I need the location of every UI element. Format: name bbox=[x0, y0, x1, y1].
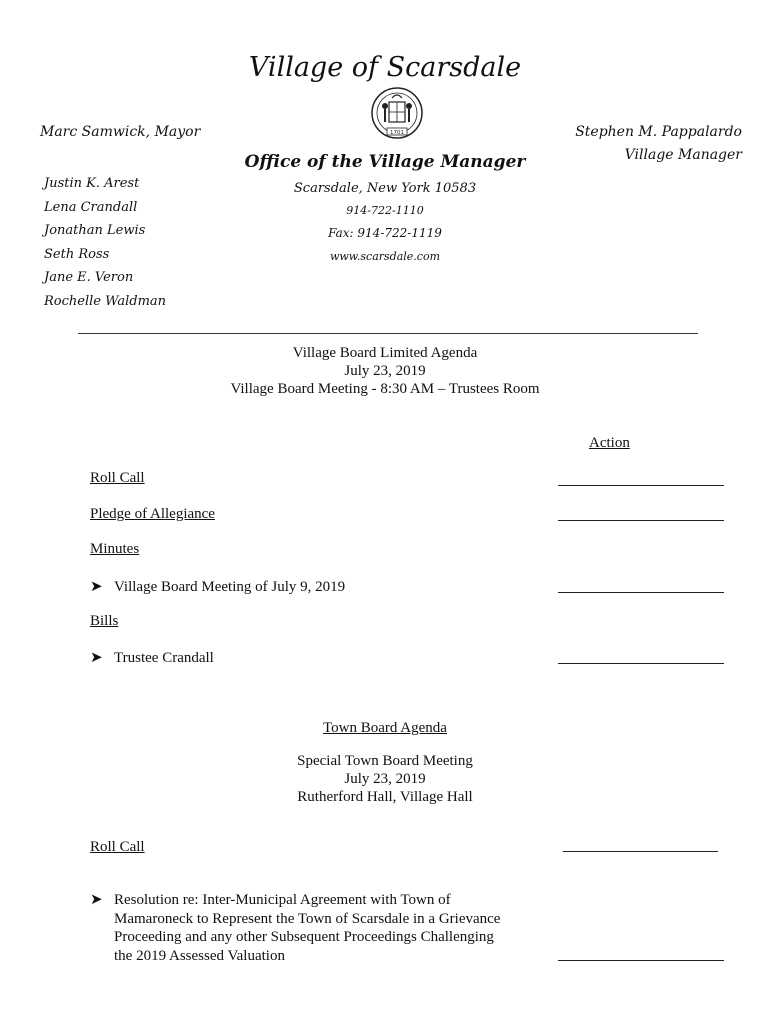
town-agenda-roll-call: Roll Call bbox=[90, 839, 145, 855]
action-blank-line bbox=[563, 851, 718, 852]
bullet-arrow-icon: ➤ bbox=[90, 650, 103, 666]
agenda-date: July 23, 2019 bbox=[344, 363, 426, 379]
action-blank-line bbox=[558, 663, 724, 664]
action-blank-line bbox=[558, 520, 724, 521]
letterhead-title: Village of Scarsdale bbox=[248, 52, 522, 83]
trustee-name: Jane E. Veron bbox=[44, 270, 134, 285]
office-website: www.scarsdale.com bbox=[329, 250, 441, 263]
agenda-item-pledge: Pledge of Allegiance bbox=[90, 506, 215, 522]
office-phone: 914-722-1110 bbox=[346, 204, 424, 217]
bullet-arrow-icon: ➤ bbox=[90, 892, 103, 908]
agenda-item-roll-call: Roll Call bbox=[90, 470, 145, 486]
village-seal-icon bbox=[370, 86, 424, 148]
agenda-heading: Village Board Limited Agenda bbox=[292, 345, 478, 361]
agenda-subitem-label: Trustee Crandall bbox=[114, 650, 214, 666]
mayor-name: Marc Samwick, Mayor bbox=[40, 124, 201, 140]
trustee-name: Rochelle Waldman bbox=[44, 293, 167, 309]
town-meeting-location: Rutherford Hall, Village Hall bbox=[297, 789, 473, 805]
agenda-meeting-info: Village Board Meeting - 8:30 AM – Trustees Room bbox=[230, 381, 540, 397]
action-blank-line bbox=[558, 592, 724, 593]
agenda-subitem-label: Village Board Meeting of July 9, 2019 bbox=[114, 579, 346, 595]
header-divider bbox=[78, 333, 698, 334]
action-blank-line bbox=[558, 485, 724, 486]
town-meeting-date: July 23, 2019 bbox=[344, 771, 426, 787]
agenda-subitem-bills bbox=[90, 648, 214, 667]
town-resolution-item bbox=[90, 891, 514, 965]
bullet-arrow-icon: ➤ bbox=[90, 579, 103, 595]
town-meeting-name: Special Town Board Meeting bbox=[297, 753, 473, 769]
manager-name: Stephen M. Pappalardo bbox=[575, 124, 742, 140]
office-address: Scarsdale, New York 10583 bbox=[293, 181, 477, 196]
office-fax: Fax: 914-722-1119 bbox=[328, 226, 442, 240]
trustee-name: Jonathan Lewis bbox=[44, 223, 146, 238]
trustee-name: Seth Ross bbox=[44, 246, 110, 262]
agenda-section-bills: Bills bbox=[90, 613, 119, 629]
agenda-subitem-minutes bbox=[90, 577, 345, 596]
trustee-name: Justin K. Arest bbox=[44, 176, 140, 191]
town-agenda-heading: Town Board Agenda bbox=[323, 720, 447, 736]
agenda-section-minutes: Minutes bbox=[90, 541, 140, 557]
action-column-header: Action bbox=[589, 435, 630, 451]
office-title: Office of the Village Manager bbox=[244, 152, 526, 172]
manager-title: Village Manager bbox=[624, 147, 742, 163]
trustee-name: Lena Crandall bbox=[44, 199, 138, 215]
seal-year: 1701 bbox=[390, 130, 404, 136]
action-blank-line bbox=[558, 960, 724, 961]
resolution-text: Resolution re: Inter-Municipal Agreement with Town of Mamaroneck to Represent the Town of Scarsdale in a Grievance Proceeding and any other Subsequent Proceedings Challenging the 2019 Assessed Valuation bbox=[114, 892, 501, 964]
